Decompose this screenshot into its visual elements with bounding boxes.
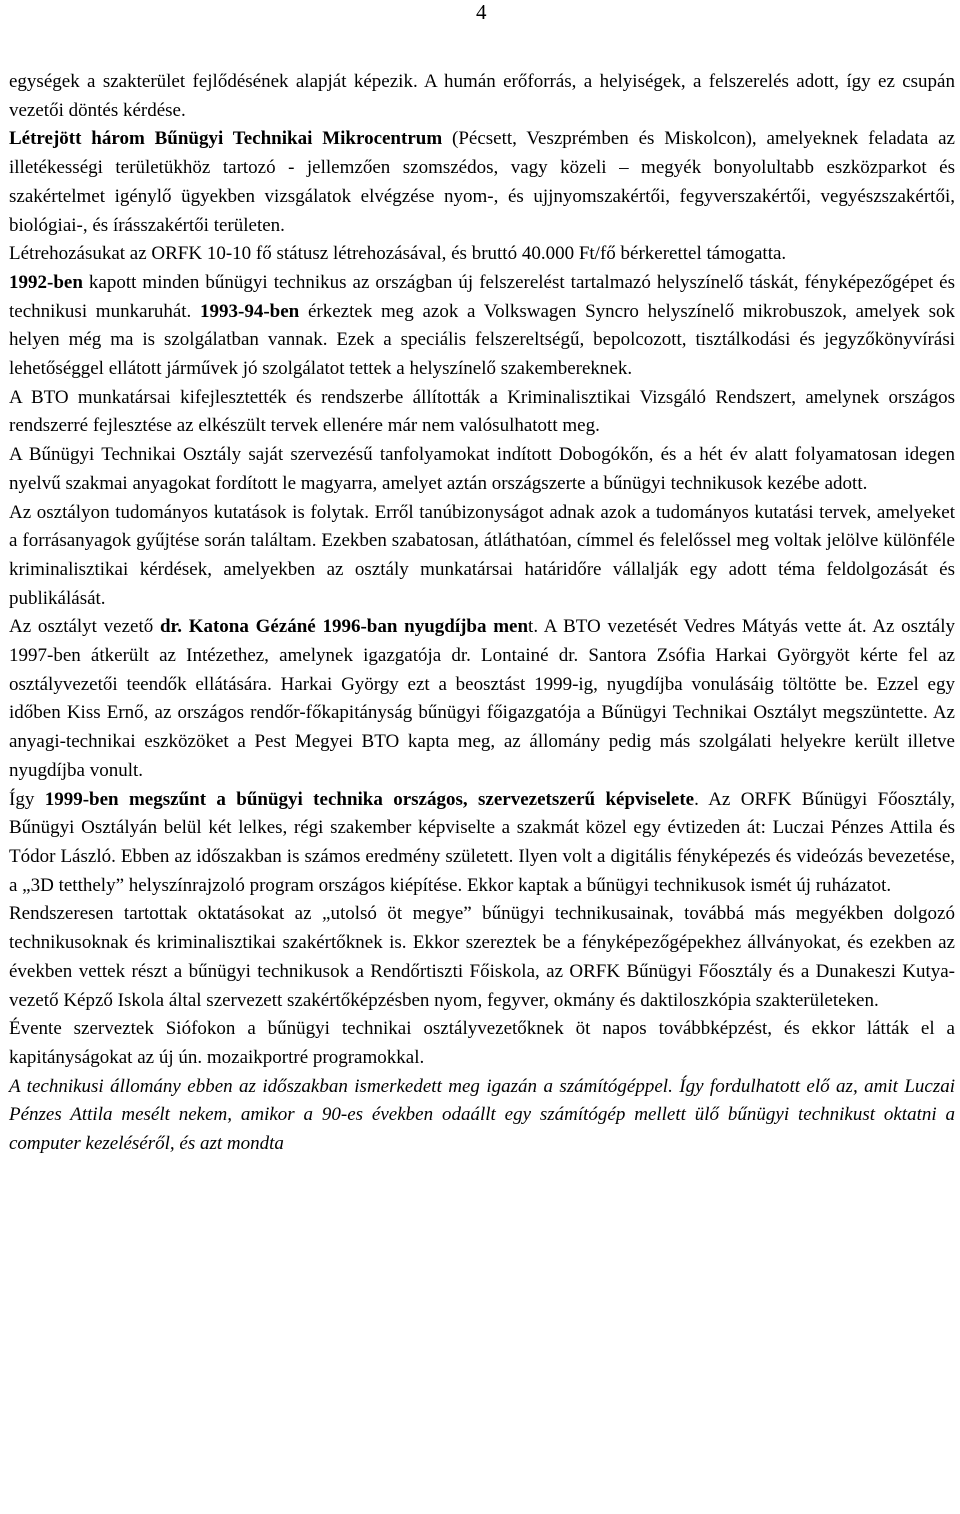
paragraph xyxy=(9,125,955,240)
document-body xyxy=(9,68,955,1159)
text-run: A technikusi állomány ebben az időszakban ismerkedett meg igazán a számítógéppel. Így fordulhatott elő az, amit Luczai Pénzes Attila mesélt nekem, amikor a 90-es években odaállt egy számítógép mellett ülő bűnügyi technikust oktatni a computer kezeléséről, és azt mondta xyxy=(9,1075,955,1155)
paragraph xyxy=(9,786,955,901)
paragraph xyxy=(9,68,955,125)
text-run: Így xyxy=(9,788,45,810)
text-run: Létrehozásukat az ORFK 10-10 fő státusz létrehozásával, és bruttó 40.000 Ft/fő bérkerettel támogatta. xyxy=(9,243,787,265)
paragraph xyxy=(9,240,955,269)
paragraph xyxy=(9,269,955,384)
text-run: A BTO munkatársai kifejlesztették és rendszerbe állították a Kriminalisztikai Vizsgáló Rendszert, amelynek országos rendszerré fejlesztése az elkészült tervek ellenére már nem valósulhatott meg. xyxy=(9,386,955,437)
paragraph xyxy=(9,613,955,785)
text-run: érkeztek meg azok a Volkswagen Syncro helyszínelő mikrobuszok, amelyek sok helyen még ma is szolgálatban vannak. Ezek a speciális felszereltségű, bepolcozott, tisztálkodási és jegyzőkönyvírási lehetőséggel ellátott járművek jó szolgálatot tettek a helyszínelő szakembereknek. xyxy=(9,300,955,380)
text-run: 1993-94-ben xyxy=(200,300,300,322)
paragraph xyxy=(9,499,955,614)
text-run: t. A BTO vezetését Vedres Mátyás vette át. Az osztály 1997-ben átkerült az Intézethez, amelynek igazgatója dr. Lontainé dr. Santora Zsófia Harkai Györgyöt kérte fel az osztályvezetői teendők ellátására. Harkai György ezt a beosztást 1999-ig, nyugdíjba vonulásáig töltötte be. Ezzel egy időben Kiss Ernő, az országos rendőr-főkapitányság bűnügyi főigazgatója a Bűnügyi Technikai Osztályt megszüntette. Az anyagi-technikai eszközöket a Pest Megyei BTO kapta meg, az állomány pedig más szolgálati helyekre került illetve nyugdíjba vonult. xyxy=(9,616,955,781)
text-run: Évente szerveztek Siófokon a bűnügyi technikai osztályvezetőknek öt napos továbbképzést, és ekkor látták el a kapitányságokat az új ún. mozaikportré programokkal. xyxy=(9,1018,955,1068)
text-run: dr. Katona Gézáné 1996-ban nyugdíjba men xyxy=(159,616,529,638)
text-run: 1992-ben xyxy=(9,271,83,293)
text-run: kapott minden bűnügyi technikus az országban új felszerelést tartalmazó helyszínelő táskát, fényképezőgépet és technikusi munkaruhát. xyxy=(9,271,955,322)
text-run: egységek a szakterület fejlődésének alapját képezik. A humán erőforrás, a helyiségek, a felszerelés adott, így ez csupán vezetői döntés kérdése. xyxy=(9,71,955,121)
paragraph xyxy=(9,1073,955,1159)
text-run: . Az ORFK Bűnügyi Főosztály, Bűnügyi Osztályán belül két lelkes, régi szakember képviselte a szakmát közel egy évtizeden át: Luczai Pénzes Attila és Tódor László. Ebben az időszakban is számos eredmény született. Ilyen volt a digitális fényképezés és videózás bevezetése, a „3D tetthely” helyszínrajzoló program országos kiépítése. Ekkor kaptak a bűnügyi technikusok ismét új ruházatot. xyxy=(9,788,956,896)
text-run: A Bűnügyi Technikai Osztály saját szervezésű tanfolyamokat indított Dobogókőn, és a hét év alatt folyamatosan idegen nyelvű szakmai anyagokat fordított le magyarra, amelyet aztán országszerte a bűnügyi technikusok kezébe adott. xyxy=(9,444,955,494)
paragraph xyxy=(9,441,955,498)
paragraph xyxy=(9,384,955,441)
text-run: 1999-ben megszűnt a bűnügyi technika országos, szervezetszerű képviselete xyxy=(44,788,695,810)
text-run: Az osztályt vezető xyxy=(9,616,160,638)
page-number: 4 xyxy=(476,0,487,24)
paragraph xyxy=(9,1015,955,1072)
paragraph xyxy=(9,900,955,1015)
text-run: Létrejött három Bűnügyi Technikai Mikrocentrum xyxy=(9,128,443,150)
text-run: (Pécsett, Veszprémben és Miskolcon), amelyeknek feladata az illetékességi területükhöz tartozó - jellemzően szomszédos, vagy közeli – megyék bonyolultabb eszközparkot és szakértelmet igénylő ügyekben vizsgálatok elvégzése nyom-, és ujjnyomszakértői, fegyverszakértői, vegyészszakértői, biológiai-, és írásszakértői területen. xyxy=(9,128,955,236)
text-run: Az osztályon tudományos kutatások is folytak. Erről tanúbizonyságot adnak azok a tudományos kutatási tervek, amelyeket a forrásanyagok gyűjtése során találtam. Ezekben szabatosan, átláthatóan, címmel és felelőssel meg voltak jelölve különféle kriminalisztikai kérdések, amelyekben az osztály munkatársai határidőre vállalják egy adott téma feldolgozását és publikálását. xyxy=(9,501,955,609)
text-run: Rendszeresen tartottak oktatásokat az „utolsó öt megye” bűnügyi technikusainak, továbbá más megyékben dolgozó technikusoknak és kriminalisztikai szakértőknek is. Ekkor szereztek be a fényképezőgépekhez állványokat, és ezekben az években vettek részt a bűnügyi technikusok a Rendőrtiszti Főiskola, az ORFK Bűnügyi Főosztály és a Dunakeszi Kutya-vezető Képző Iskola által szervezett szakértőképzésben nyom, fegyver, okmány és daktiloszkópia szakterületeken. xyxy=(9,903,955,1011)
